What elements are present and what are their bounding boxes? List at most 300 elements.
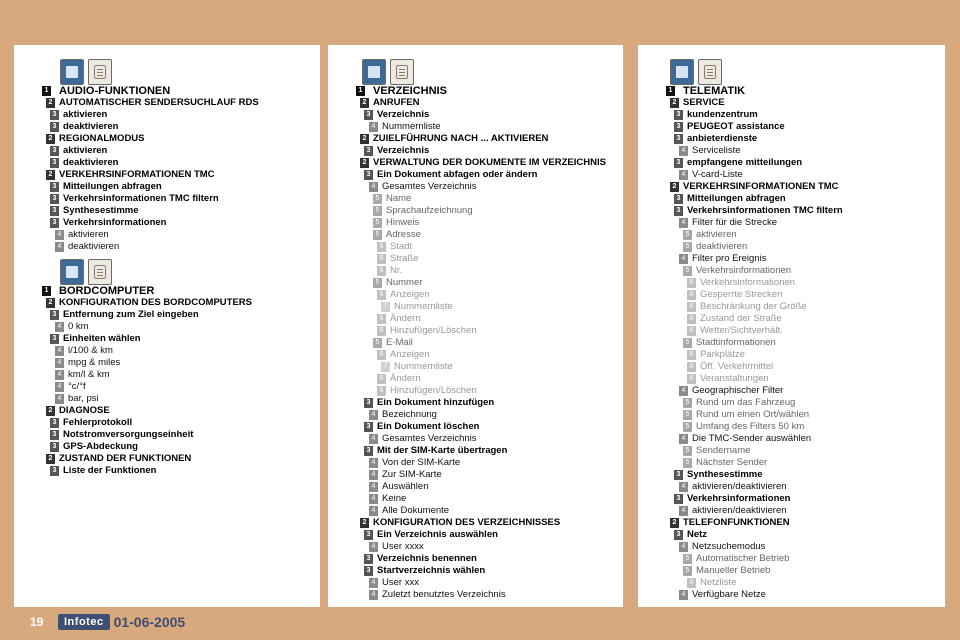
verzeichnis-panel	[328, 45, 623, 607]
menu-item	[683, 241, 747, 253]
menu-item-label: User xxxx	[382, 541, 424, 552]
level-badge: 3	[364, 422, 373, 432]
level-badge: 4	[55, 322, 64, 332]
level-badge: 4	[369, 494, 378, 504]
trip-computer-icon	[88, 259, 112, 285]
menu-item	[360, 97, 419, 109]
level-badge: 3	[674, 470, 683, 480]
menu-item	[377, 385, 477, 397]
menu-item	[364, 397, 494, 409]
menu-item-label: Verkehrsinformationen	[687, 493, 791, 504]
menu-item	[683, 553, 789, 565]
menu-item	[369, 469, 442, 481]
menu-item-label: Zustand der Straße	[700, 313, 782, 324]
menu-item-label: Parkplätze	[700, 349, 745, 360]
menu-item	[687, 349, 745, 361]
menu-item-label: KONFIGURATION DES VERZEICHNISSES	[373, 517, 561, 528]
menu-item	[55, 357, 120, 369]
level-badge: 3	[50, 418, 59, 428]
menu-item	[364, 445, 507, 457]
menu-item-label: Gesamtes Verzeichnis	[382, 181, 477, 192]
menu-item	[50, 217, 166, 229]
menu-item-label: Netz	[687, 529, 708, 540]
level-badge: 3	[364, 566, 373, 576]
menu-item-label: Straße	[390, 253, 419, 264]
level-badge: 6	[687, 326, 696, 336]
level-badge: 4	[679, 506, 688, 516]
menu-item	[687, 361, 773, 373]
level-badge: 2	[670, 98, 679, 108]
level-badge: 4	[679, 434, 688, 444]
menu-item-label: l/100 & km	[68, 345, 113, 356]
menu-item-label: AUTOMATISCHER SENDERSUCHLAUF RDS	[59, 97, 259, 108]
menu-item	[369, 433, 477, 445]
page-number: 19	[30, 615, 44, 629]
menu-item	[46, 133, 145, 145]
section-heading	[42, 285, 154, 297]
menu-item	[46, 97, 259, 109]
level-badge: 5	[373, 218, 382, 228]
level-badge: 3	[674, 206, 683, 216]
menu-item-label: Verzeichnis	[377, 145, 430, 156]
menu-item-label: Gesperrte Strecken	[700, 289, 783, 300]
level-badge: 4	[369, 182, 378, 192]
menu-icon-group	[60, 59, 112, 85]
directory-book-icon	[362, 59, 386, 85]
menu-item	[683, 337, 776, 349]
level-badge: 5	[373, 194, 382, 204]
menu-item	[369, 457, 460, 469]
menu-item	[687, 577, 736, 589]
menu-item-label: Synthesestimme	[687, 469, 763, 480]
menu-item	[687, 313, 782, 325]
level-badge: 4	[55, 370, 64, 380]
menu-item	[360, 517, 560, 529]
menu-item-label: Mitteilungen abfragen	[63, 181, 162, 192]
menu-item	[683, 397, 795, 409]
phone-email-icon	[670, 59, 694, 85]
menu-item-label: aktivieren/deaktivieren	[692, 505, 787, 516]
menu-item	[381, 301, 453, 313]
menu-item-label: Verkehrsinformationen	[63, 217, 167, 228]
menu-item-label: anbieterdienste	[687, 133, 758, 144]
menu-item-label: VERZEICHNIS	[373, 85, 447, 97]
menu-item-label: bar, psi	[68, 393, 99, 404]
level-badge: 6	[687, 290, 696, 300]
menu-item	[50, 429, 193, 441]
menu-item	[360, 157, 606, 169]
menu-item	[46, 169, 215, 181]
level-badge: 3	[674, 194, 683, 204]
menu-item	[364, 169, 537, 181]
level-badge: 3	[364, 398, 373, 408]
level-badge: 2	[670, 518, 679, 528]
menu-item-label: Hinzufügen/Löschen	[390, 385, 477, 396]
menu-item-label: Auswählen	[382, 481, 429, 492]
level-badge: 3	[50, 110, 59, 120]
menu-item	[55, 393, 99, 405]
menu-item	[50, 441, 138, 453]
menu-item-label: PEUGEOT assistance	[687, 121, 785, 132]
level-badge: 3	[50, 182, 59, 192]
menu-item-label: ZUSTAND DER FUNKTIONEN	[59, 453, 192, 464]
menu-item	[373, 277, 422, 289]
level-badge: 5	[683, 446, 692, 456]
menu-item-label: Rund um einen Ort/wählen	[696, 409, 810, 420]
menu-item-label: Mit der SIM-Karte übertragen	[377, 445, 508, 456]
level-badge: 6	[687, 350, 696, 360]
menu-item-label: DIAGNOSE	[59, 405, 110, 416]
menu-item-label: TELEMATIK	[683, 85, 746, 97]
level-badge: 3	[674, 530, 683, 540]
level-badge: 2	[46, 298, 55, 308]
level-badge: 4	[369, 410, 378, 420]
menu-item-label: Nr.	[390, 265, 403, 276]
level-badge: 5	[373, 338, 382, 348]
menu-item	[55, 369, 110, 381]
level-badge: 5	[683, 410, 692, 420]
menu-item	[369, 409, 437, 421]
contacts-list-icon	[390, 59, 414, 85]
level-badge: 4	[55, 346, 64, 356]
level-badge: 3	[50, 218, 59, 228]
level-badge: 4	[55, 358, 64, 368]
level-badge: 3	[50, 334, 59, 344]
level-badge: 4	[369, 590, 378, 600]
level-badge: 4	[679, 386, 688, 396]
menu-item-label: Zuletzt benutztes Verzeichnis	[382, 589, 506, 600]
menu-item-label: Nummer	[386, 277, 423, 288]
level-badge: 4	[369, 470, 378, 480]
menu-item	[674, 109, 758, 121]
menu-item-label: Ändern	[390, 313, 421, 324]
menu-item	[373, 337, 413, 349]
menu-item-label: Keine	[382, 493, 407, 504]
level-badge: 4	[55, 394, 64, 404]
menu-item	[687, 373, 769, 385]
menu-item	[364, 145, 429, 157]
menu-item-label: Filter pro Ereignis	[692, 253, 767, 264]
menu-item	[55, 345, 113, 357]
menu-item	[670, 181, 839, 193]
menu-item-label: VERKEHRSINFORMATIONEN TMC	[59, 169, 215, 180]
menu-item	[674, 205, 843, 217]
menu-item	[364, 565, 485, 577]
level-badge: 5	[373, 206, 382, 216]
level-badge: 4	[369, 122, 378, 132]
level-badge: 3	[50, 442, 59, 452]
menu-item-label: Rund um das Fahrzeug	[696, 397, 796, 408]
level-badge: 4	[679, 170, 688, 180]
menu-item-label: Wetter/Sichtverhält.	[700, 325, 783, 336]
level-badge: 4	[369, 578, 378, 588]
menu-item-label: Öff. Verkehrmittel	[700, 361, 774, 372]
menu-item-label: Ein Dokument löschen	[377, 421, 480, 432]
audio-bordcomputer-panel	[14, 45, 320, 607]
menu-item	[674, 157, 802, 169]
level-badge: 4	[679, 218, 688, 228]
level-badge: 5	[373, 230, 382, 240]
level-badge: 1	[666, 86, 675, 96]
menu-item-label: Von der SIM-Karte	[382, 457, 461, 468]
menu-item-label: Gesamtes Verzeichnis	[382, 433, 477, 444]
menu-item	[377, 349, 430, 361]
menu-item-label: Startverzeichnis wählen	[377, 565, 486, 576]
level-badge: 4	[679, 542, 688, 552]
level-badge: 3	[674, 158, 683, 168]
menu-item-label: VERKEHRSINFORMATIONEN TMC	[683, 181, 839, 192]
menu-item-label: Fehlerprotokoll	[63, 417, 133, 428]
level-badge: 4	[369, 506, 378, 516]
menu-item-label: deaktivieren	[68, 241, 120, 252]
menu-item-label: GPS-Abdeckung	[63, 441, 138, 452]
menu-item-label: Anzeigen	[390, 349, 430, 360]
level-badge: 6	[377, 350, 386, 360]
menu-item-label: deaktivieren	[696, 241, 748, 252]
menu-item	[670, 517, 790, 529]
level-badge: 6	[377, 266, 386, 276]
menu-item	[46, 297, 252, 309]
page-footer	[30, 612, 185, 632]
level-badge: 3	[674, 494, 683, 504]
level-badge: 6	[687, 374, 696, 384]
menu-item-label: E-Mail	[386, 337, 413, 348]
menu-item	[687, 289, 782, 301]
menu-item	[369, 121, 441, 133]
level-badge: 3	[50, 206, 59, 216]
level-badge: 4	[369, 482, 378, 492]
menu-item	[377, 373, 421, 385]
section-heading	[356, 85, 447, 97]
level-badge: 5	[683, 398, 692, 408]
menu-item-label: ZUIELFÜHRUNG NACH ... AKTIVIEREN	[373, 133, 549, 144]
menu-item-label: Beschränkung der Größe	[700, 301, 807, 312]
level-badge: 6	[687, 578, 696, 588]
level-badge: 2	[360, 98, 369, 108]
menu-item-label: Sendername	[696, 445, 751, 456]
menu-item-label: Verkehrsinformationen	[696, 265, 792, 276]
menu-item-label: User xxx	[382, 577, 419, 588]
level-badge: 6	[377, 290, 386, 300]
menu-item-label: empfangene mitteilungen	[687, 157, 803, 168]
laptop-icon	[60, 259, 84, 285]
menu-item-label: REGIONALMODUS	[59, 133, 145, 144]
level-badge: 4	[679, 146, 688, 156]
level-badge: 3	[50, 430, 59, 440]
level-badge: 1	[42, 286, 51, 296]
menu-item-label: Anzeigen	[390, 289, 430, 300]
level-badge: 2	[46, 98, 55, 108]
menu-item	[687, 277, 795, 289]
level-badge: 5	[683, 566, 692, 576]
menu-item	[683, 421, 804, 433]
level-badge: 6	[687, 278, 696, 288]
menu-item-label: Hinzufügen/Löschen	[390, 325, 477, 336]
level-badge: 5	[683, 422, 692, 432]
menu-item	[674, 193, 786, 205]
menu-item-label: Verzeichnis benennen	[377, 553, 477, 564]
menu-item	[679, 481, 787, 493]
level-badge: 3	[50, 194, 59, 204]
menu-item-label: Nächster Sender	[696, 457, 768, 468]
menu-item	[679, 541, 765, 553]
level-badge: 3	[50, 146, 59, 156]
menu-item	[674, 133, 757, 145]
menu-item-label: Nummernliste	[394, 301, 453, 312]
level-badge: 5	[683, 266, 692, 276]
menu-item-label: Einheiten wählen	[63, 333, 141, 344]
level-badge: 4	[679, 254, 688, 264]
menu-item-label: V-card-Liste	[692, 169, 743, 180]
level-badge: 6	[687, 362, 696, 372]
menu-item	[687, 325, 783, 337]
menu-item-label: Notstromversorgungseinheit	[63, 429, 194, 440]
menu-item	[373, 217, 419, 229]
menu-item	[364, 553, 477, 565]
menu-item-label: Serviceliste	[692, 145, 741, 156]
menu-item-label: Manueller Betrieb	[696, 565, 771, 576]
menu-item-label: Synthesestimme	[63, 205, 139, 216]
level-badge: 2	[670, 182, 679, 192]
menu-item	[377, 313, 421, 325]
menu-item-label: Adresse	[386, 229, 421, 240]
menu-item	[679, 505, 787, 517]
menu-item	[50, 333, 141, 345]
menu-icon-group	[60, 259, 112, 285]
level-badge: 3	[674, 134, 683, 144]
menu-item	[674, 469, 763, 481]
menu-item	[674, 529, 707, 541]
menu-item-label: Verfügbare Netze	[692, 589, 766, 600]
level-badge: 2	[360, 158, 369, 168]
menu-item	[679, 589, 766, 601]
menu-item	[377, 265, 402, 277]
level-badge: 4	[369, 434, 378, 444]
telephone-icon	[698, 59, 722, 85]
menu-item-label: AUDIO-FUNKTIONEN	[59, 85, 171, 97]
menu-item-label: Die TMC-Sender auswählen	[692, 433, 812, 444]
menu-item	[377, 289, 430, 301]
menu-icon-group	[670, 59, 722, 85]
menu-item	[369, 577, 419, 589]
level-badge: 4	[679, 590, 688, 600]
level-badge: 4	[369, 542, 378, 552]
menu-item	[377, 241, 412, 253]
menu-item-label: km/l & km	[68, 369, 110, 380]
menu-item-label: Geographischer Filter	[692, 385, 784, 396]
level-badge: 1	[356, 86, 365, 96]
menu-item	[679, 217, 777, 229]
level-badge: 6	[377, 326, 386, 336]
menu-item	[50, 417, 132, 429]
level-badge: 3	[364, 146, 373, 156]
menu-item-label: Ein Dokument hinzufügen	[377, 397, 495, 408]
menu-item	[679, 433, 811, 445]
menu-item-label: Entfernung zum Ziel eingeben	[63, 309, 199, 320]
infotec-logo: Infotec	[58, 614, 110, 630]
level-badge: 3	[364, 446, 373, 456]
menu-item-label: Veranstaltungen	[700, 373, 769, 384]
menu-item	[373, 229, 421, 241]
menu-item-label: Verkehrsinformationen	[700, 277, 796, 288]
menu-item-label: aktivieren	[696, 229, 737, 240]
menu-item-label: Mitteilungen abfragen	[687, 193, 786, 204]
level-badge: 7	[381, 362, 390, 372]
menu-item	[683, 265, 791, 277]
menu-item	[683, 457, 767, 469]
level-badge: 2	[46, 170, 55, 180]
level-badge: 4	[55, 230, 64, 240]
menu-item-label: Zur SIM-Karte	[382, 469, 442, 480]
menu-item	[679, 169, 743, 181]
radio-icon	[88, 59, 112, 85]
menu-item	[46, 405, 110, 417]
level-badge: 6	[687, 302, 696, 312]
menu-item-label: Netzsuchemodus	[692, 541, 766, 552]
menu-item-label: Stadtinformationen	[696, 337, 776, 348]
menu-item	[674, 493, 790, 505]
menu-item	[369, 541, 424, 553]
menu-item	[50, 309, 199, 321]
level-badge: 4	[679, 482, 688, 492]
menu-item-label: BORDCOMPUTER	[59, 285, 155, 297]
menu-item-label: kundenzentrum	[687, 109, 758, 120]
menu-item-label: aktivieren	[63, 145, 108, 156]
menu-item	[50, 121, 118, 133]
level-badge: 3	[674, 122, 683, 132]
level-badge: 6	[377, 386, 386, 396]
level-badge: 2	[360, 134, 369, 144]
menu-item-label: Nummernliste	[382, 121, 441, 132]
menu-item-label: SERVICE	[683, 97, 725, 108]
level-badge: 5	[683, 338, 692, 348]
menu-item	[364, 529, 498, 541]
level-badge: 2	[360, 518, 369, 528]
level-badge: 3	[364, 530, 373, 540]
menu-item	[670, 97, 725, 109]
menu-item	[369, 181, 477, 193]
level-badge: 3	[674, 110, 683, 120]
level-badge: 2	[46, 134, 55, 144]
menu-item	[50, 109, 107, 121]
level-badge: 4	[55, 382, 64, 392]
menu-item	[50, 205, 139, 217]
menu-item	[55, 241, 119, 253]
level-badge: 6	[377, 314, 386, 324]
menu-item-label: 0 km	[68, 321, 89, 332]
edition-date: 01-06-2005	[113, 614, 186, 630]
menu-item	[683, 565, 770, 577]
menu-item	[50, 157, 118, 169]
menu-item	[369, 505, 449, 517]
level-badge: 3	[364, 554, 373, 564]
menu-item-label: Bezeichnung	[382, 409, 437, 420]
level-badge: 5	[683, 554, 692, 564]
menu-item-label: Ein Dokument abfagen oder ändern	[377, 169, 538, 180]
menu-item	[683, 409, 809, 421]
menu-item-label: mpg & miles	[68, 357, 121, 368]
level-badge: 6	[377, 242, 386, 252]
menu-item-label: aktivieren	[63, 109, 108, 120]
menu-item-label: KONFIGURATION DES BORDCOMPUTERS	[59, 297, 252, 308]
menu-item-label: Alle Dokumente	[382, 505, 450, 516]
menu-item	[360, 133, 548, 145]
level-badge: 3	[50, 158, 59, 168]
menu-item-label: Verzeichnis	[377, 109, 430, 120]
menu-item-label: °c/°f	[68, 381, 86, 392]
menu-item	[369, 589, 506, 601]
level-badge: 3	[364, 170, 373, 180]
